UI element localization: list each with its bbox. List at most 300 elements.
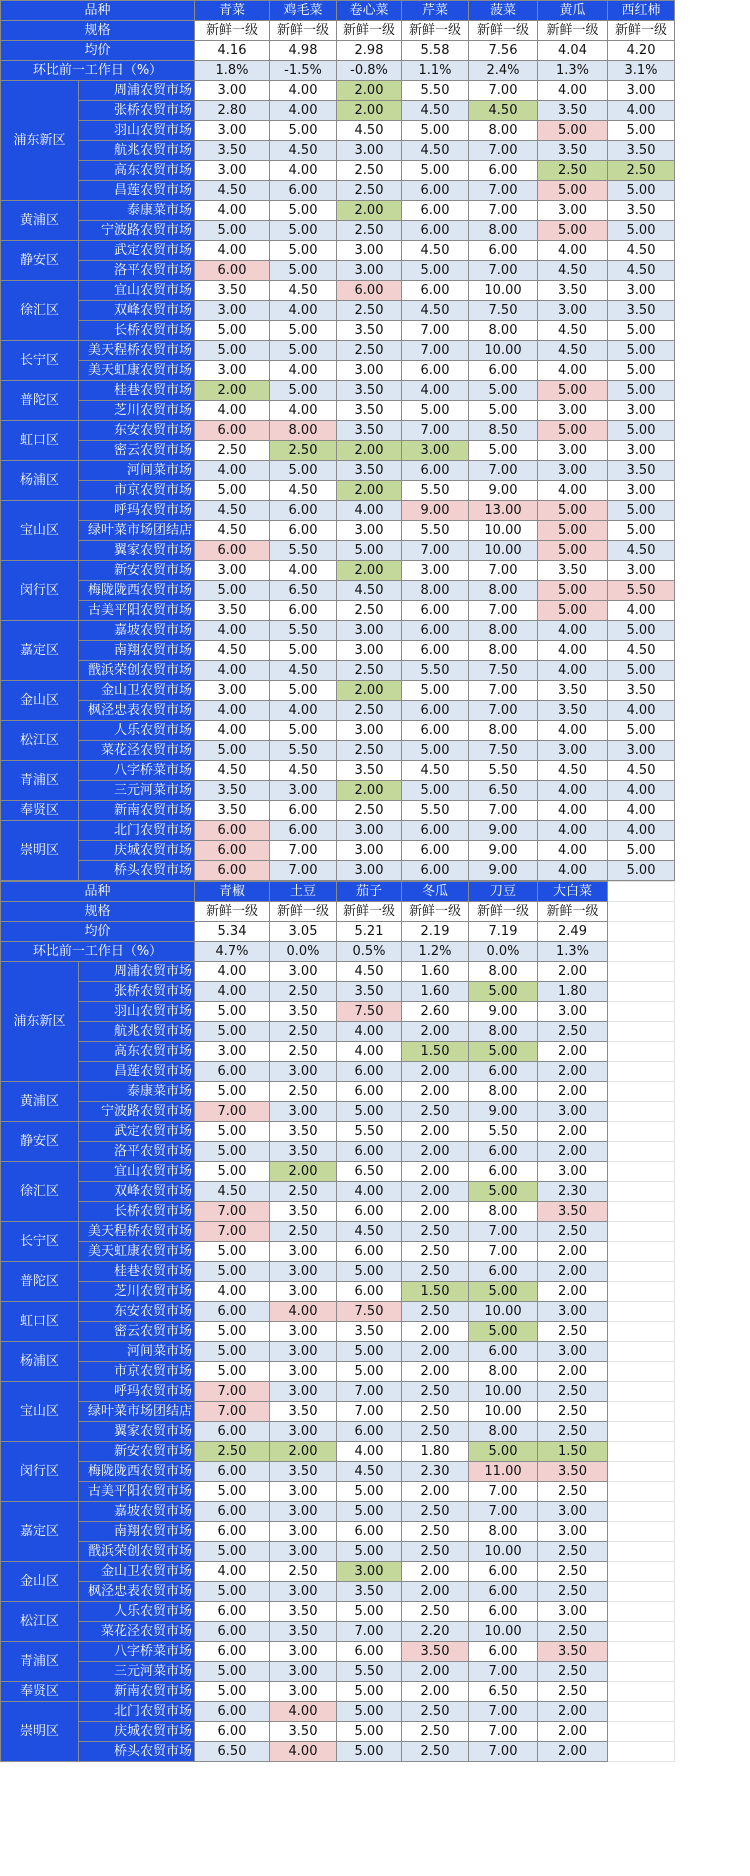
price-cell: 3.50 xyxy=(337,761,402,781)
price-cell: 5.00 xyxy=(195,321,270,341)
market-name: 羽山农贸市场 xyxy=(79,121,195,141)
market-row xyxy=(1,481,675,501)
price-cell: 3.00 xyxy=(538,1302,608,1322)
price-cell: 7.00 xyxy=(337,1622,402,1642)
market-row xyxy=(1,1422,675,1442)
price-cell: 7.50 xyxy=(337,1302,402,1322)
price-cell: 3.00 xyxy=(337,841,402,861)
price-cell: 6.00 xyxy=(469,361,538,381)
market-row xyxy=(1,982,675,1002)
change-row-cell: 1.1% xyxy=(402,61,469,81)
price-cell: 5.00 xyxy=(337,1682,402,1702)
price-cell: 3.50 xyxy=(195,601,270,621)
market-row xyxy=(1,1102,675,1122)
price-cell: 5.00 xyxy=(538,521,608,541)
price-cell: 2.00 xyxy=(402,1062,469,1082)
price-cell: 6.00 xyxy=(270,801,337,821)
market-name: 梅陇陇西农贸市场 xyxy=(79,581,195,601)
price-cell: 2.00 xyxy=(402,1322,469,1342)
header-row-cell: 黄瓜 xyxy=(538,1,608,21)
price-cell: 4.00 xyxy=(270,1702,337,1722)
empty-cell xyxy=(608,1282,675,1302)
market-row xyxy=(1,1522,675,1542)
spec-row-label: 规格 xyxy=(1,21,195,41)
market-name: 枫泾忠表农贸市场 xyxy=(79,701,195,721)
price-cell: 3.00 xyxy=(538,1342,608,1362)
price-cell: 7.00 xyxy=(469,681,538,701)
price-cell: 3.00 xyxy=(608,441,675,461)
market-name: 张桥农贸市场 xyxy=(79,982,195,1002)
price-cell: 2.00 xyxy=(402,1162,469,1182)
average-row-cell: 7.56 xyxy=(469,41,538,61)
price-cell: 3.50 xyxy=(270,1002,337,1022)
price-cell: 3.00 xyxy=(270,1382,337,1402)
price-cell: 2.50 xyxy=(538,1582,608,1602)
market-row xyxy=(1,501,675,521)
price-cell: 2.00 xyxy=(337,781,402,801)
price-cell: 2.50 xyxy=(337,701,402,721)
price-cell: 5.50 xyxy=(469,1122,538,1142)
price-cell: 4.00 xyxy=(538,801,608,821)
price-cell: 4.50 xyxy=(337,121,402,141)
spec-row-cell: 新鲜一级 xyxy=(337,902,402,922)
price-cell: 8.00 xyxy=(469,1202,538,1222)
price-cell: 2.50 xyxy=(270,1022,337,1042)
price-cell: 6.00 xyxy=(469,1602,538,1622)
price-cell: 3.50 xyxy=(337,1322,402,1342)
header-row-cell: 菠菜 xyxy=(469,1,538,21)
price-cell: 5.00 xyxy=(402,741,469,761)
price-cell: 4.00 xyxy=(538,861,608,881)
market-row xyxy=(1,761,675,781)
price-cell: 1.60 xyxy=(402,982,469,1002)
price-cell: 1.80 xyxy=(402,1442,469,1462)
price-cell: 4.50 xyxy=(402,761,469,781)
spec-row xyxy=(1,21,675,41)
spec-row-cell: 新鲜一级 xyxy=(195,902,270,922)
price-cell: 2.00 xyxy=(337,481,402,501)
price-cell: 3.00 xyxy=(337,1562,402,1582)
price-cell: 6.00 xyxy=(402,221,469,241)
price-cell: 10.00 xyxy=(469,281,538,301)
price-cell: 1.50 xyxy=(402,1282,469,1302)
price-cell: 7.00 xyxy=(469,1222,538,1242)
price-cell: 3.50 xyxy=(270,1142,337,1162)
price-cell: 3.50 xyxy=(538,681,608,701)
price-cell: 5.00 xyxy=(195,221,270,241)
district-label: 青浦区 xyxy=(1,761,79,801)
empty-cell xyxy=(608,1382,675,1402)
price-cell: 6.00 xyxy=(402,361,469,381)
header-row-cell: 西红柿 xyxy=(608,1,675,21)
price-cell: 3.00 xyxy=(270,1342,337,1362)
price-cell: 6.00 xyxy=(195,1622,270,1642)
price-cell: 4.50 xyxy=(195,641,270,661)
price-cell: 2.50 xyxy=(337,801,402,821)
market-name: 周浦农贸市场 xyxy=(79,962,195,982)
price-cell: 5.00 xyxy=(608,341,675,361)
price-cell: 2.50 xyxy=(402,1402,469,1422)
district-label: 黄浦区 xyxy=(1,1082,79,1122)
price-cell: 6.00 xyxy=(402,721,469,741)
market-row xyxy=(1,521,675,541)
market-row xyxy=(1,1562,675,1582)
price-cell: 4.00 xyxy=(195,661,270,681)
empty-cell xyxy=(608,1122,675,1142)
market-name: 宜山农贸市场 xyxy=(79,1162,195,1182)
market-row xyxy=(1,1482,675,1502)
empty-cell xyxy=(608,1722,675,1742)
price-cell: 3.00 xyxy=(337,861,402,881)
price-cell: 6.00 xyxy=(337,1202,402,1222)
change-row-cell: 3.1% xyxy=(608,61,675,81)
price-cell: 3.00 xyxy=(270,1062,337,1082)
market-row xyxy=(1,1642,675,1662)
price-cell: 2.00 xyxy=(402,1142,469,1162)
market-row xyxy=(1,281,675,301)
price-cell: 6.00 xyxy=(195,1302,270,1322)
price-cell: 8.00 xyxy=(270,421,337,441)
market-name: 泰康菜市场 xyxy=(79,201,195,221)
price-cell: 5.00 xyxy=(195,1542,270,1562)
price-cell: 5.00 xyxy=(608,381,675,401)
price-cell: 10.00 xyxy=(469,521,538,541)
price-cell: 2.00 xyxy=(538,962,608,982)
price-cell: 6.00 xyxy=(195,861,270,881)
market-name: 新安农贸市场 xyxy=(79,1442,195,1462)
market-name: 张桥农贸市场 xyxy=(79,101,195,121)
price-cell: 2.50 xyxy=(270,1082,337,1102)
price-cell: 3.00 xyxy=(270,1542,337,1562)
market-row xyxy=(1,1342,675,1362)
price-cell: 3.50 xyxy=(337,321,402,341)
price-cell: 5.00 xyxy=(608,861,675,881)
price-cell: 6.00 xyxy=(195,1602,270,1622)
market-name: 美天程桥农贸市场 xyxy=(79,1222,195,1242)
price-table-2 xyxy=(0,881,675,1762)
market-row xyxy=(1,1382,675,1402)
market-row xyxy=(1,121,675,141)
price-cell: 2.00 xyxy=(538,1242,608,1262)
price-cell: 5.00 xyxy=(270,121,337,141)
price-cell: 4.00 xyxy=(270,1742,337,1762)
price-cell: 3.50 xyxy=(538,281,608,301)
price-cell: 6.00 xyxy=(195,541,270,561)
change-row-cell: 0.0% xyxy=(270,942,337,962)
market-row xyxy=(1,641,675,661)
price-cell: 4.50 xyxy=(270,141,337,161)
empty-cell xyxy=(608,1322,675,1342)
empty-cell xyxy=(608,1742,675,1762)
price-cell: 9.00 xyxy=(469,481,538,501)
market-name: 北门农贸市场 xyxy=(79,821,195,841)
price-cell: 5.00 xyxy=(538,381,608,401)
empty-cell xyxy=(608,982,675,1002)
price-cell: 3.00 xyxy=(337,141,402,161)
price-cell: 5.00 xyxy=(538,541,608,561)
price-cell: 4.00 xyxy=(195,982,270,1002)
price-cell: 6.00 xyxy=(270,501,337,521)
price-cell: 7.00 xyxy=(469,261,538,281)
market-row xyxy=(1,861,675,881)
price-cell: 2.00 xyxy=(402,1582,469,1602)
price-cell: 4.00 xyxy=(337,1442,402,1462)
price-cell: 3.00 xyxy=(270,1422,337,1442)
market-name: 三元河菜市场 xyxy=(79,1662,195,1682)
price-cell: 3.00 xyxy=(195,81,270,101)
market-row xyxy=(1,1022,675,1042)
price-cell: 5.00 xyxy=(195,1002,270,1022)
price-cell: 3.00 xyxy=(195,561,270,581)
change-row-cell: 0.5% xyxy=(337,942,402,962)
market-row xyxy=(1,621,675,641)
price-cell: 2.50 xyxy=(270,1562,337,1582)
price-cell: 7.00 xyxy=(270,861,337,881)
market-name: 桂巷农贸市场 xyxy=(79,1262,195,1282)
price-cell: 2.50 xyxy=(402,1502,469,1522)
price-cell: 2.50 xyxy=(538,1542,608,1562)
price-cell: 4.00 xyxy=(270,401,337,421)
price-cell: 3.00 xyxy=(270,781,337,801)
price-cell: 3.50 xyxy=(608,681,675,701)
market-row xyxy=(1,101,675,121)
price-cell: 3.00 xyxy=(270,1642,337,1662)
price-cell: 3.00 xyxy=(538,201,608,221)
price-cell: 6.50 xyxy=(270,581,337,601)
price-cell: 3.00 xyxy=(270,1582,337,1602)
price-cell: 2.50 xyxy=(402,1422,469,1442)
price-cell: 5.00 xyxy=(195,1142,270,1162)
price-cell: 5.50 xyxy=(337,1122,402,1142)
district-label: 金山区 xyxy=(1,1562,79,1602)
price-cell: 8.00 xyxy=(469,581,538,601)
price-cell: 2.50 xyxy=(337,661,402,681)
price-cell: 9.00 xyxy=(469,1002,538,1022)
market-row xyxy=(1,701,675,721)
price-cell: 2.50 xyxy=(270,1042,337,1062)
price-cell: 5.00 xyxy=(608,121,675,141)
price-cell: 3.00 xyxy=(608,481,675,501)
price-cell: 5.00 xyxy=(402,121,469,141)
price-cell: 4.50 xyxy=(402,241,469,261)
market-row xyxy=(1,661,675,681)
price-cell: 6.00 xyxy=(337,1082,402,1102)
price-cell: 10.00 xyxy=(469,341,538,361)
price-cell: 2.00 xyxy=(337,81,402,101)
price-cell: 6.00 xyxy=(402,621,469,641)
price-cell: 3.00 xyxy=(608,281,675,301)
price-cell: 5.00 xyxy=(270,721,337,741)
empty-cell xyxy=(608,962,675,982)
empty-cell xyxy=(608,1442,675,1462)
market-row xyxy=(1,1302,675,1322)
market-name: 庆城农贸市场 xyxy=(79,1722,195,1742)
price-cell: 3.00 xyxy=(608,401,675,421)
market-row xyxy=(1,781,675,801)
market-row xyxy=(1,1442,675,1462)
price-cell: 2.50 xyxy=(538,1682,608,1702)
price-cell: 3.00 xyxy=(402,561,469,581)
change-row xyxy=(1,61,675,81)
change-row-cell: 1.3% xyxy=(538,61,608,81)
price-cell: 4.50 xyxy=(195,761,270,781)
price-cell: 3.00 xyxy=(337,261,402,281)
spec-row-cell: 新鲜一级 xyxy=(469,902,538,922)
price-cell: 5.00 xyxy=(469,1442,538,1462)
price-cell: 5.00 xyxy=(337,1102,402,1122)
price-cell: 2.00 xyxy=(402,1562,469,1582)
market-name: 宁波路农贸市场 xyxy=(79,221,195,241)
market-row xyxy=(1,361,675,381)
market-name: 桥头农贸市场 xyxy=(79,1742,195,1762)
price-cell: 2.50 xyxy=(270,441,337,461)
price-cell: 5.50 xyxy=(608,581,675,601)
price-cell: 4.00 xyxy=(538,641,608,661)
price-cell: 7.00 xyxy=(195,1382,270,1402)
price-cell: 7.00 xyxy=(469,601,538,621)
change-row-cell: 4.7% xyxy=(195,942,270,962)
price-cell: 4.50 xyxy=(337,581,402,601)
price-cell: 6.00 xyxy=(469,241,538,261)
header-row xyxy=(1,882,675,902)
price-cell: 2.50 xyxy=(538,1402,608,1422)
empty-cell xyxy=(608,922,675,942)
market-row xyxy=(1,741,675,761)
price-cell: 5.00 xyxy=(337,1702,402,1722)
spec-row-cell: 新鲜一级 xyxy=(608,21,675,41)
market-name: 古美平阳农贸市场 xyxy=(79,601,195,621)
price-cell: 7.00 xyxy=(469,1702,538,1722)
price-cell: 10.00 xyxy=(469,1542,538,1562)
price-cell: 7.00 xyxy=(402,321,469,341)
price-cell: 4.50 xyxy=(608,261,675,281)
price-cell: 2.50 xyxy=(402,1262,469,1282)
price-cell: 2.50 xyxy=(402,1602,469,1622)
price-cell: 4.50 xyxy=(270,281,337,301)
empty-cell xyxy=(608,1242,675,1262)
market-row xyxy=(1,1262,675,1282)
price-cell: 6.00 xyxy=(337,1142,402,1162)
price-cell: 5.00 xyxy=(402,781,469,801)
empty-cell xyxy=(608,1002,675,1022)
district-label: 宝山区 xyxy=(1,501,79,561)
price-cell: 3.00 xyxy=(270,1262,337,1282)
price-cell: 3.50 xyxy=(608,141,675,161)
price-cell: 7.00 xyxy=(195,1222,270,1242)
average-row-cell: 4.98 xyxy=(270,41,337,61)
price-cell: 4.00 xyxy=(270,701,337,721)
market-name: 武定农贸市场 xyxy=(79,1122,195,1142)
price-cell: 3.00 xyxy=(195,301,270,321)
price-cell: 5.00 xyxy=(469,1042,538,1062)
price-cell: 2.20 xyxy=(402,1622,469,1642)
price-cell: 2.80 xyxy=(195,101,270,121)
price-cell: 3.50 xyxy=(402,1642,469,1662)
price-cell: 2.50 xyxy=(337,341,402,361)
price-table-1 xyxy=(0,0,675,881)
price-cell: 2.00 xyxy=(402,1482,469,1502)
price-cell: 7.00 xyxy=(469,1482,538,1502)
price-cell: 6.00 xyxy=(195,1502,270,1522)
price-cell: 4.50 xyxy=(195,1182,270,1202)
price-cell: 5.00 xyxy=(195,1362,270,1382)
market-name: 南翔农贸市场 xyxy=(79,1522,195,1542)
price-cell: 5.00 xyxy=(608,621,675,641)
header-row-cell: 鸡毛菜 xyxy=(270,1,337,21)
price-cell: 3.50 xyxy=(195,281,270,301)
empty-cell xyxy=(608,1102,675,1122)
price-cell: 6.00 xyxy=(402,861,469,881)
average-row-label: 均价 xyxy=(1,41,195,61)
empty-cell xyxy=(608,1022,675,1042)
average-row xyxy=(1,922,675,942)
price-cell: 5.50 xyxy=(402,521,469,541)
price-cell: 4.50 xyxy=(337,1462,402,1482)
market-name: 高东农贸市场 xyxy=(79,161,195,181)
market-row xyxy=(1,141,675,161)
price-cell: 5.00 xyxy=(469,381,538,401)
price-cell: 3.50 xyxy=(538,141,608,161)
price-cell: 3.50 xyxy=(538,1462,608,1482)
empty-cell xyxy=(608,1082,675,1102)
price-cell: 2.50 xyxy=(538,1322,608,1342)
price-cell: 7.00 xyxy=(337,1402,402,1422)
price-cell: 3.00 xyxy=(538,1602,608,1622)
market-row xyxy=(1,1542,675,1562)
price-cell: 6.00 xyxy=(195,1462,270,1482)
price-cell: 6.00 xyxy=(195,1702,270,1722)
price-cell: 5.00 xyxy=(195,1582,270,1602)
price-cell: 2.00 xyxy=(538,1362,608,1382)
market-row xyxy=(1,1702,675,1722)
price-cell: 2.50 xyxy=(538,1562,608,1582)
price-cell: 7.00 xyxy=(469,201,538,221)
price-cell: 5.00 xyxy=(608,521,675,541)
price-cell: 7.00 xyxy=(195,1202,270,1222)
price-cell: 4.00 xyxy=(270,1302,337,1322)
spec-row-cell: 新鲜一级 xyxy=(270,902,337,922)
price-cell: 7.00 xyxy=(402,541,469,561)
price-cell: 6.00 xyxy=(469,1162,538,1182)
price-cell: 3.00 xyxy=(538,461,608,481)
price-cell: 5.00 xyxy=(608,721,675,741)
price-cell: 5.00 xyxy=(608,321,675,341)
price-cell: 5.00 xyxy=(337,1482,402,1502)
price-cell: 5.00 xyxy=(608,181,675,201)
price-cell: 6.00 xyxy=(195,1422,270,1442)
price-cell: 2.00 xyxy=(402,1082,469,1102)
average-row-cell: 2.98 xyxy=(337,41,402,61)
empty-cell xyxy=(608,1302,675,1322)
price-cell: 2.00 xyxy=(538,1062,608,1082)
price-cell: 2.30 xyxy=(402,1462,469,1482)
price-cell: 2.00 xyxy=(402,1122,469,1142)
price-cell: 5.00 xyxy=(270,461,337,481)
price-cell: 3.00 xyxy=(538,401,608,421)
price-cell: 5.00 xyxy=(337,1542,402,1562)
market-row xyxy=(1,962,675,982)
market-name: 金山卫农贸市场 xyxy=(79,681,195,701)
price-cell: 7.50 xyxy=(337,1002,402,1022)
price-cell: 6.00 xyxy=(195,1642,270,1662)
price-cell: 3.00 xyxy=(337,521,402,541)
price-cell: 3.00 xyxy=(538,1522,608,1542)
price-cell: 3.00 xyxy=(538,741,608,761)
price-cell: 5.00 xyxy=(608,661,675,681)
market-name: 枫泾忠表农贸市场 xyxy=(79,1582,195,1602)
market-row xyxy=(1,1462,675,1482)
price-cell: 6.00 xyxy=(402,701,469,721)
